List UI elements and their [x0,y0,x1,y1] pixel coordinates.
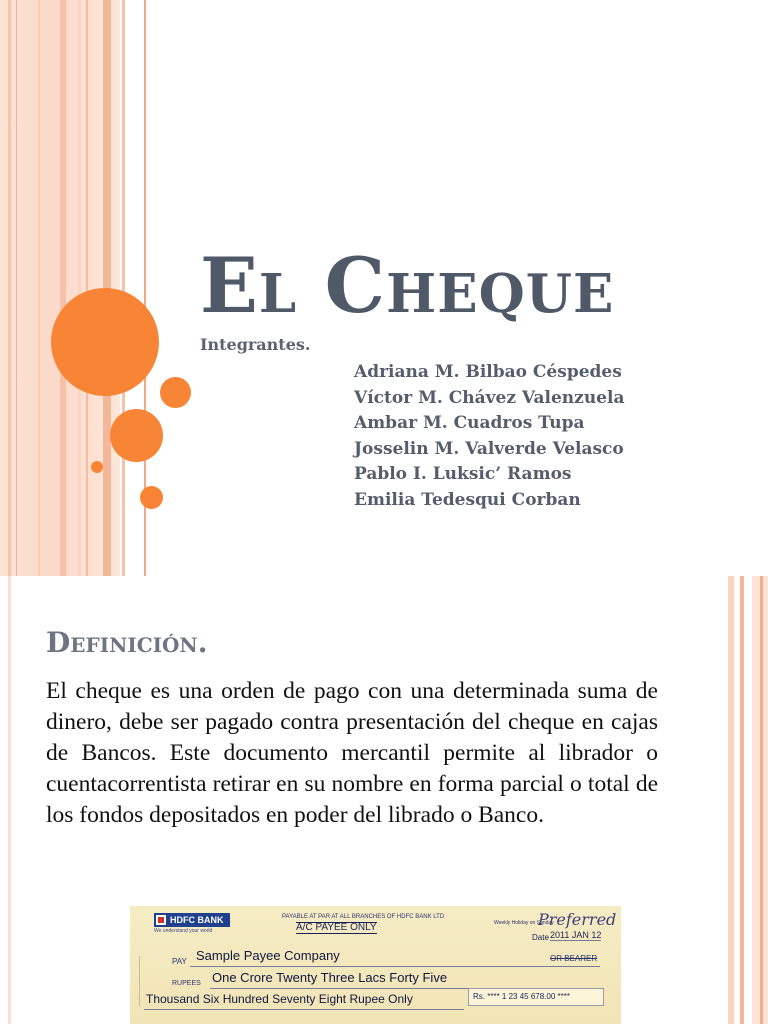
decorative-stripe [8,0,11,576]
decorative-circle [140,486,163,509]
decorative-stripe [86,0,88,576]
member-name: Adriana M. Bilbao Céspedes [354,362,622,382]
cheque-bearer: OR BEARER [550,954,598,963]
decorative-stripe [38,0,40,576]
decorative-stripe [60,0,66,576]
cheque-amount-words: One Crore Twenty Three Lacs Forty Five [212,970,448,985]
bank-logo-icon [156,915,166,925]
cheque-pay-label: PAY [172,957,187,966]
decorative-circle [160,377,191,408]
cheque-payee: Sample Payee Company [196,948,340,963]
cheque-side-strip [130,956,140,1006]
definition-heading: Definición. [46,626,208,659]
decorative-stripe [728,576,734,1024]
definition-slide [0,576,768,1024]
cheque-image [130,906,621,1024]
bank-tagline: We understand your world [154,928,213,934]
decorative-circle-small [91,461,103,473]
members-heading: Integrantes. [200,335,311,354]
member-name: Josselin M. Valverde Velasco [354,438,624,459]
cheque-rule [190,966,600,967]
member-name: Pablo I. Luksic’ Ramos [354,464,572,484]
decorative-stripe [122,0,125,576]
cheque-date-label: Date [532,933,549,942]
cheque-holiday-note: Weekly Holiday on Sunday [494,920,554,926]
cheque-rule [144,1009,464,1010]
cheque-payable-text: PAYABLE AT PAR AT ALL BRANCHES OF HDFC BANK LTD [282,914,445,920]
member-name: Víctor M. Chávez Valenzuela [354,387,625,408]
decorative-stripe [78,0,81,576]
bank-name: HDFC BANK [170,915,224,925]
decorative-stripe [740,576,744,1024]
decorative-circle [110,409,163,462]
member-name: Emilia Tedesqui Corban [354,489,581,510]
cheque-amount-figures: Rs. **** 1 23 45 678.00 **** [468,988,604,1006]
cheque-rupees-label: RUPEES [172,980,201,987]
members-list [354,360,624,513]
bank-logo [154,913,230,927]
cheque-date: 2011 JAN 12 [550,930,602,940]
member-name: Ambar M. Cuadros Tupa [354,413,585,433]
slide-title: El Cheque [200,241,615,330]
decorative-stripe [16,0,17,576]
cheque-preferred-mark: Preferred [538,910,617,929]
cheque-ac-payee: A/C PAYEE ONLY [296,922,377,933]
decorative-circle-large [51,288,159,396]
decorative-stripe [8,576,11,1024]
cheque-amount-words-continued: Thousand Six Hundred Seventy Eight Rupee Only [146,992,413,1006]
decorative-stripe [760,576,763,1024]
definition-body: El cheque es una orden de pago con una determinada suma de dinero, debe ser pagado contra presentación del cheque en cajas de Bancos. Este documento mercantil permite al librador o cuentacorrentista retirar en su nombre en forma parcial o total de los fondos depositados en poder del librado o Banco. [46,678,658,828]
